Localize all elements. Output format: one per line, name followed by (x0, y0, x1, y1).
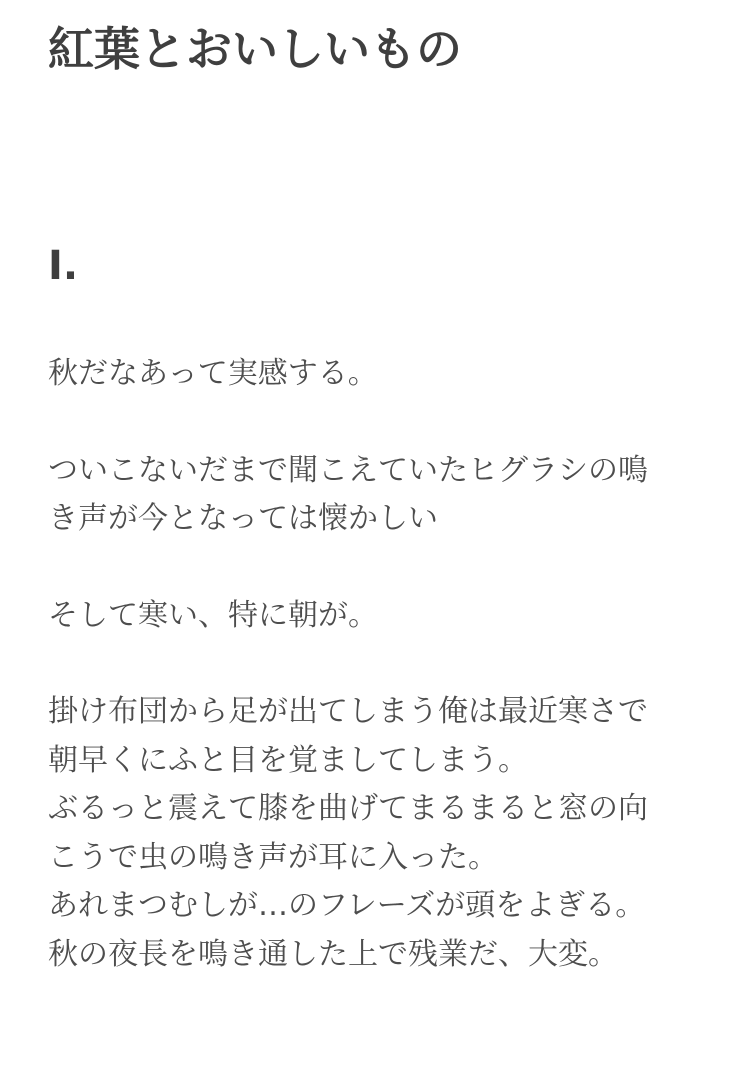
text-line: こうで虫の鳴き声が耳に入った。 (48, 839, 498, 875)
text-line: ついこないだまで聞こえていたヒグラシの鳴 (48, 452, 648, 488)
text-line: 秋の夜長を鳴き通した上で残業だ、大変。 (48, 936, 618, 972)
text-line: あれまつむしが…のフレーズが頭をよぎる。 (48, 888, 646, 923)
text-line: ぶるっと震えて膝を曲げてまるまると窓の向 (48, 791, 648, 826)
text-line: き声が今となっては懐かしい (48, 501, 438, 536)
section-heading: I. (48, 243, 79, 289)
text-line: 秋だなあって実感する。 (48, 356, 378, 391)
paragraph (48, 350, 708, 399)
article-title: 紅葉とおいしいもの (48, 22, 462, 76)
article-body (48, 350, 708, 1027)
paragraph (48, 592, 708, 641)
text-line: そして寒い、特に朝が。 (48, 597, 378, 633)
paragraph (48, 447, 708, 544)
text-line: 朝早くにふと目を覚ましてしまう。 (48, 742, 528, 778)
text-line: 掛け布団から足が出てしまう俺は最近寒さで (48, 694, 648, 729)
paragraph (48, 688, 708, 979)
